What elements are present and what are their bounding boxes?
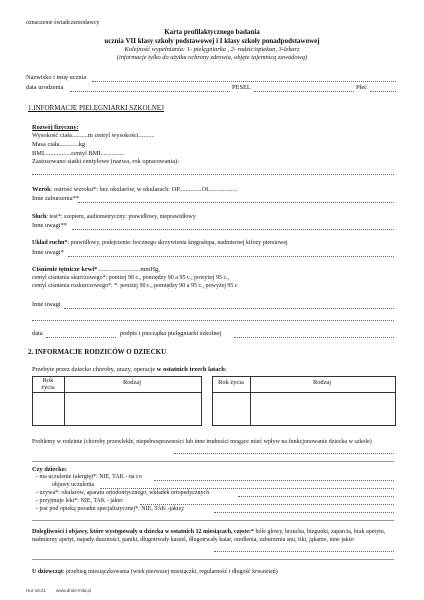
- col-type-header-right: Rodzaj: [312, 379, 332, 386]
- nurse-signature-label: podpis i pieczątka pielęgniarki szkolnej: [120, 330, 222, 337]
- date-field[interactable]: [46, 337, 116, 338]
- student-name-field[interactable]: [92, 81, 396, 82]
- allergy-field[interactable]: [154, 480, 394, 481]
- clinic-line: - jest pod opieką poradni specjalistycznej*: NIE, TAK -jakiej:: [36, 506, 185, 512]
- form-code: Hur-16.21: [26, 588, 47, 593]
- uses-field[interactable]: [238, 496, 394, 497]
- vision-other-field[interactable]: [78, 202, 394, 203]
- diastolic-centile-line: centyl ciśnienia rozkurczowego*: *: poniżej 90 c., pomiędzy 90 a 95 c., powyżej 95 c: [32, 283, 238, 289]
- pesel-label: PESEL: [232, 84, 251, 91]
- other-notes-field-2[interactable]: [32, 320, 394, 321]
- clinic-field[interactable]: [214, 512, 394, 513]
- locomotor-line: Układ ruchu*: prawidłowy, podejrzenie: bocznego skrzywienia kręgosłupa, nadmiernej kifozy piersiowej: [32, 240, 288, 246]
- nurse-signature-field[interactable]: [234, 337, 394, 338]
- other-notes-field[interactable]: [64, 308, 394, 309]
- complaints-field[interactable]: [214, 551, 394, 552]
- section2-title: 2. INFORMACJE RODZICÓW O DZIECKU: [28, 348, 167, 356]
- student-name-label: Nazwisko i imię ucznia: [26, 74, 87, 81]
- document-subtitle: ucznia VII klasy szkoły podstawowej i I klasy szkoły ponadpodstawowej: [104, 37, 320, 45]
- weight-line: Masa ciała............kg: [32, 141, 86, 148]
- allergy-symptoms-field[interactable]: [100, 488, 394, 489]
- allergy-symptoms-label: objawy uczulenia: [52, 482, 95, 488]
- order-note: Kolejność wypełniania: 1- pielęgniarka , 2- rodzic/opiekun, 3-lekarz: [124, 46, 300, 53]
- blood-pressure-line: Ciśnienie tętnicze krwi*...........................mmHg,: [32, 266, 160, 273]
- child-questions-title: Czy dziecko:: [32, 466, 67, 473]
- col-year-header: Rok życia: [41, 377, 55, 391]
- vision-line: Wzrok: ostrość wzroku*: bez okularów, w okularach: OP..............OL.................: [32, 186, 238, 193]
- hearing-line: Słuch: test*: szeptem, audiometryczny: prawidłowy, nieprawidłowy: [32, 214, 196, 220]
- col-type-header: Rodzaj: [122, 379, 142, 386]
- physical-dev-title: Rozwój fizyczny:: [32, 124, 79, 131]
- meds-line: - przyjmuje leki*: NIE, TAK - jakie:: [36, 498, 124, 504]
- sex-label: Płeć: [356, 84, 368, 91]
- birth-date-field[interactable]: [70, 91, 230, 92]
- allergy-line: - ma uczulenie (alergię)*: NIE, TAK - na co: [36, 474, 142, 480]
- illness-prompt: Przebyte przez dziecko choroby, urazy, operacje w ostatnich trzech latach:: [32, 366, 227, 373]
- hearing-other-field[interactable]: [72, 229, 394, 230]
- locomotor-other-field[interactable]: [68, 256, 394, 257]
- other-notes-label: Inne uwagi: [32, 301, 61, 308]
- uses-line: - używa*: okularów, aparatu ortodontycznego, wkładek ortopedycznych: [36, 490, 210, 496]
- pesel-field[interactable]: [254, 91, 354, 92]
- birth-date-label: data urodzenia: [26, 84, 64, 91]
- complaints-text: Dolegliwości i objawy, które występowały u dziecka w ostatnich 12 miesiącach, częste:* bóle głowy, brzucha, biegunki, zaparcia, brak apetytu, nadmierny apetyt, napady duszności, paniki, długotrwały kaszel, długotrwały katar, omdlenia, zaburzenia snu, tiki, jąkanie, inne jakie:: [32, 529, 386, 543]
- sex-field[interactable]: [370, 91, 396, 92]
- date-label: data: [32, 330, 43, 337]
- publisher-site: www.druki-mila.pl: [56, 588, 92, 593]
- confidential-note: (informacje tylko do użytku ochrony zdrowia, objęte tajemnicą zawodową): [116, 54, 308, 61]
- centile-charts-label: Zastosowano siatki centylowe (nazwa, rok opracowania):: [32, 158, 179, 165]
- meds-field[interactable]: [140, 504, 394, 505]
- vision-other-label: Inne zaburzenia**: [32, 195, 80, 202]
- document-title: Karta profilaktycznego badania: [164, 28, 260, 36]
- systolic-centile-line: centyl ciśnienia skurczowego*: poniżej 90 c., pomiędzy 90 a 95 c., powyżej 95 c.,: [32, 275, 230, 281]
- centile-charts-field[interactable]: [32, 174, 394, 175]
- bmi-line: BMI.................centyl BMI...............: [32, 150, 125, 157]
- hearing-other-label: Inne uwagi**: [32, 222, 67, 229]
- family-problems-label: Problemy w rodzinie (choroby przewlekłe, niepełnosprawności lub inne trudności mogące mieć wpływ na funkcjonowanie dziecka w szkole): [32, 439, 372, 445]
- issuer-label: oznaczenie świadczeniodawcy: [26, 20, 100, 26]
- locomotor-other-label: Inne uwagi*: [32, 249, 64, 256]
- family-problems-field[interactable]: [174, 453, 394, 454]
- section1-title: 1.INFORMACJE PIELĘGNIARKI SZKOLNEJ: [28, 104, 164, 112]
- height-line: Wysokość ciała..........m centyl wysokości..........: [32, 132, 155, 139]
- girls-line: U dziewcząt: przebieg miesiączkowania (wiek pierwszej miesiączki, regularność i długość krwawień): [32, 569, 278, 575]
- col-year-header-right: Rok życia: [218, 379, 244, 386]
